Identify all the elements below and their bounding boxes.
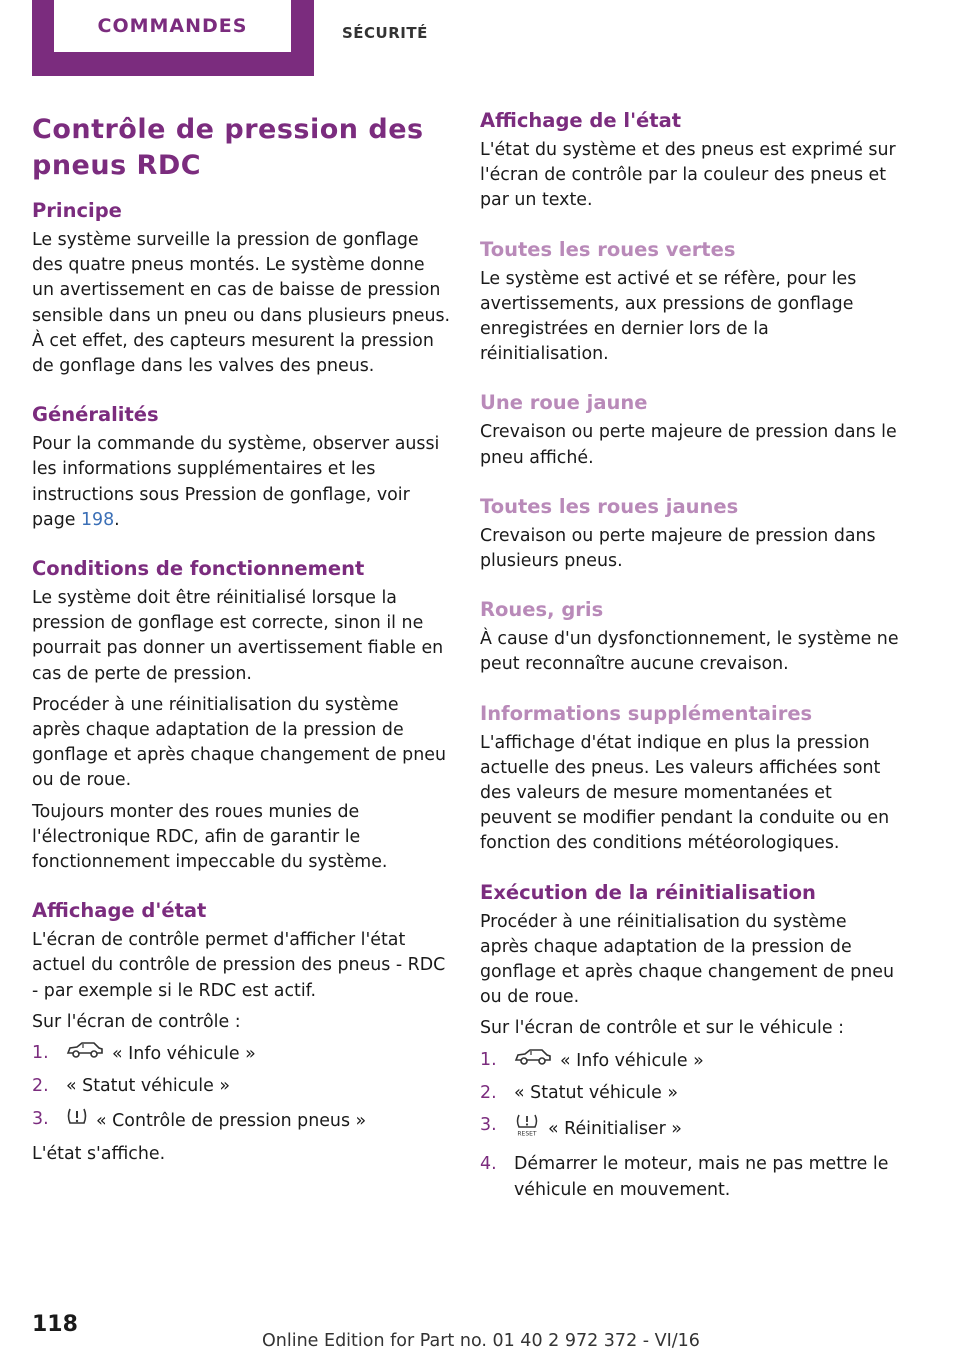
section-conditions xyxy=(32,556,452,875)
text-jaune: Crevaison ou perte majeure de pression dans le pneu affiché. xyxy=(480,422,897,468)
list-item xyxy=(480,1048,900,1074)
text-etat: L'état du système et des pneus est exprimé sur l'écran de contrôle par la couleur des pneus et par un texte. xyxy=(480,140,896,211)
text-jaunes: Crevaison ou perte majeure de pression dans plusieurs pneus. xyxy=(480,525,876,572)
heading-vertes: Toutes les roues vertes xyxy=(480,237,736,261)
steps-list-status xyxy=(32,1041,452,1135)
list-item xyxy=(480,1152,900,1202)
list-item xyxy=(32,1074,452,1099)
heading-infos: Informations supplémentaires xyxy=(480,701,813,725)
heading-jaunes: Toutes les roues jaunes xyxy=(480,494,739,518)
step-text: « Info véhicule » xyxy=(560,1050,704,1071)
step-number: 4. xyxy=(480,1154,497,1175)
step-number: 3. xyxy=(480,1115,497,1136)
right-column xyxy=(480,108,900,1226)
text-generalites xyxy=(32,432,452,533)
section-tabs xyxy=(32,0,892,76)
step-text: « Info véhicule » xyxy=(112,1044,256,1065)
section-jaunes xyxy=(480,494,900,574)
text-affichage-3: L'état s'affiche. xyxy=(32,1143,166,1164)
step-text: « Réinitialiser » xyxy=(548,1119,682,1140)
text-vertes: Le système est activé et se réfère, pour les avertissements, aux pressions de gonflage enregistrées en dernier lors de la réinitialisation. xyxy=(480,268,857,365)
heading-gris: Roues, gris xyxy=(480,598,604,622)
car-icon xyxy=(66,1041,104,1067)
heading-jaune: Une roue jaune xyxy=(480,391,648,415)
tire-pressure-icon xyxy=(66,1107,88,1135)
edition-note: Online Edition for Part no. 01 40 2 972 372 - VI/16 xyxy=(262,1331,700,1351)
section-vertes xyxy=(480,237,900,368)
steps-list-reset xyxy=(480,1048,900,1203)
tab-securite[interactable]: SÉCURITÉ xyxy=(342,24,428,42)
text-reinit-2: Sur l'écran de contrôle et sur le véhicule : xyxy=(480,1018,844,1039)
text-generalites-body: Pour la commande du système, observer aussi les informations supplémentaires et les instructions sous Pression de gonflage, voir page xyxy=(32,434,440,530)
step-number: 3. xyxy=(32,1108,49,1129)
text-affichage-1: L'écran de contrôle permet d'afficher l'état actuel du contrôle de pression des pneus - RDC - par exemple si le RDC est actif. xyxy=(32,930,446,1001)
section-generalites xyxy=(32,402,452,533)
step-number: 2. xyxy=(32,1076,49,1097)
list-item xyxy=(480,1113,900,1145)
section-affichage xyxy=(32,898,452,1167)
text-conditions-3: Toujours monter des roues munies de l'électronique RDC, afin de garantir le fonctionnement impeccable du système. xyxy=(32,801,388,873)
text-reinit-1: Procéder à une réinitialisation du système après chaque adaptation de la pression de gonflage et après chaque changement de pneu ou de roue. xyxy=(480,911,894,1008)
text-conditions-2: Procéder à une réinitialisation du système après chaque adaptation de la pression de gonflage et après chaque changement de pneu ou de roue. xyxy=(32,694,446,791)
text-infos: L'affichage d'état indique en plus la pression actuelle des pneus. Les valeurs affichées sont des valeurs de mesure momentanées et peuvent se modifier pendant la conduite ou en fonction des conditions météorologiques. xyxy=(480,732,890,854)
heading-conditions: Conditions de fonctionnement xyxy=(32,557,365,581)
step-text: « Statut véhicule » xyxy=(66,1076,230,1097)
section-gris xyxy=(480,597,900,677)
section-principe xyxy=(32,198,452,379)
tab-commandes-label: COMMANDES xyxy=(54,0,291,52)
list-item xyxy=(32,1107,452,1135)
reset-label: RESET xyxy=(517,1130,537,1138)
heading-generalites: Généralités xyxy=(32,403,159,427)
page-number: 118 xyxy=(32,1312,78,1337)
left-column xyxy=(32,108,452,1190)
heading-reinit: Exécution de la réinitialisation xyxy=(480,880,816,904)
tab-commandes[interactable] xyxy=(32,0,314,76)
heading-affichage: Affichage d'état xyxy=(32,899,207,923)
car-icon xyxy=(514,1048,552,1074)
step-text: « Statut véhicule » xyxy=(514,1082,678,1103)
section-jaune xyxy=(480,390,900,470)
step-number: 2. xyxy=(480,1082,497,1103)
step-number: 1. xyxy=(32,1043,49,1064)
page-link[interactable]: 198 xyxy=(80,509,115,530)
list-item xyxy=(480,1081,900,1106)
step-number: 1. xyxy=(480,1049,497,1070)
section-reinit xyxy=(480,880,900,1203)
text-gris: À cause d'un dysfonctionnement, le système ne peut reconnaître aucune crevaison. xyxy=(480,629,899,675)
section-infos xyxy=(480,701,900,857)
list-item xyxy=(32,1041,452,1067)
page-title: Contrôle de pression des pneus RDC xyxy=(32,114,424,181)
section-etat xyxy=(480,108,900,214)
heading-principe: Principe xyxy=(32,199,122,222)
step-text: Démarrer le moteur, mais ne pas mettre le véhicule en mouvement. xyxy=(514,1154,889,1200)
heading-etat: Affichage de l'état xyxy=(480,109,682,132)
text-affichage-2: Sur l'écran de contrôle : xyxy=(32,1011,241,1032)
step-text: « Contrôle de pression pneus » xyxy=(96,1110,367,1131)
text-generalites-end: . xyxy=(114,509,120,530)
tire-reset-icon xyxy=(514,1113,540,1145)
text-conditions-1: Le système doit être réinitialisé lorsque la pression de gonflage est correcte, sinon il ne pourrait pas donner un avertissement fiable en cas de perte de pression. xyxy=(32,588,444,684)
text-principe: Le système surveille la pression de gonflage des quatre pneus montés. Le système donne un avertissement en cas de baisse de pression sensible dans un pneu ou dans plusieurs pneus. À cet effet, des capteurs mesurent la pression de gonflage dans les valves des pneus. xyxy=(32,230,451,377)
